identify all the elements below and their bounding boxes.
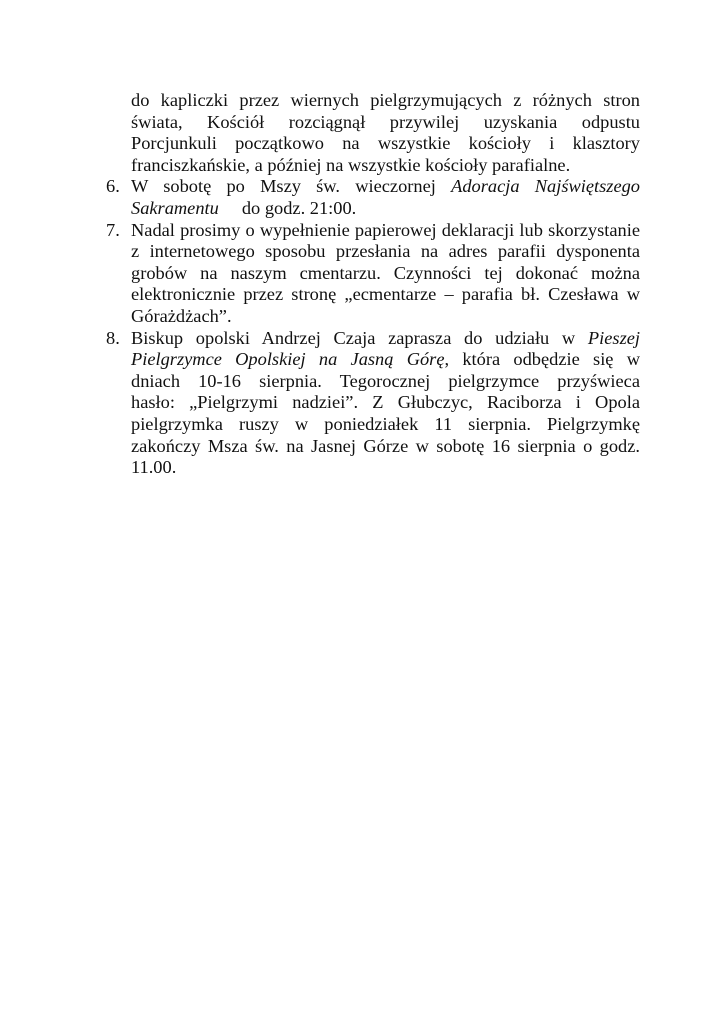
text-segment: zakończy Msza św. na Jasnej Górze w sobotę 16 sierpnia o godz. (131, 435, 640, 456)
text-segment: elektronicznie przez stronę „ecmentarze – parafia bł. Czesława w (131, 284, 640, 305)
text-line (131, 457, 640, 479)
italic-text: Adoracja Najświętszego (451, 176, 640, 197)
text-segment: Porcjunkuli początkowo na wszystkie kościoły i klasztory (131, 133, 640, 154)
italic-text: Pieszej (587, 327, 640, 348)
text-segment: dniach 10-16 sierpnia. Tegorocznej pielgrzymce przyświeca (131, 370, 640, 391)
text-line (131, 306, 640, 328)
text-segment: do kapliczki przez wiernych pielgrzymujących z różnych stron (131, 90, 640, 110)
text-segment: świata, Kościół rozciągnął przywilej uzyskania odpustu (131, 111, 640, 132)
text-line (131, 349, 640, 371)
text-line (131, 112, 640, 134)
document-body (106, 90, 640, 479)
italic-text: Pielgrzymce Opolskiej na Jasną Górę (131, 349, 445, 370)
text-segment: Nadal prosimy o wypełnienie papierowej deklaracji lub skorzystanie (131, 219, 640, 240)
text-segment: Górażdżach”. (131, 305, 232, 326)
text-line (131, 155, 640, 177)
text-segment: W sobotę po Mszy św. wieczornej (131, 176, 452, 197)
text-segment: do godz. 21:00. (218, 197, 357, 218)
text-line (131, 263, 640, 285)
list-item (106, 328, 640, 479)
list-item (106, 176, 640, 219)
text-line (131, 241, 640, 263)
text-line (131, 414, 640, 436)
text-line (131, 198, 640, 220)
italic-text: Sakramentu (131, 197, 219, 218)
text-line (131, 220, 640, 242)
text-line (131, 371, 640, 393)
text-line (131, 133, 640, 155)
text-line (131, 328, 640, 350)
text-segment: z internetowego sposobu przesłania na adres parafii dysponenta (131, 241, 640, 262)
text-segment: pielgrzymka ruszy w poniedziałek 11 sierpnia. Pielgrzymkę (131, 413, 640, 434)
text-segment: Biskup opolski Andrzej Czaja zaprasza do udziału w (131, 327, 588, 348)
list-number: 7. (106, 219, 120, 240)
text-line (131, 90, 640, 112)
text-segment: 11.00. (131, 457, 177, 478)
list-number: 8. (106, 327, 120, 348)
text-segment: hasło: „Pielgrzymi nadziei”. Z Głubczyc, Raciborza i Opola (131, 392, 640, 413)
text-segment: franciszkańskie, a później na wszystkie kościoły parafialne. (131, 154, 571, 175)
text-segment: grobów na naszym cmentarzu. Czynności tej dokonać można (131, 262, 640, 283)
text-line (131, 436, 640, 458)
text-line (131, 392, 640, 414)
text-segment: , która odbędzie się w (444, 349, 640, 370)
list-item (106, 90, 640, 176)
text-line (131, 284, 640, 306)
list-number: 6. (106, 176, 120, 197)
text-line (131, 176, 640, 198)
list-item (106, 220, 640, 328)
